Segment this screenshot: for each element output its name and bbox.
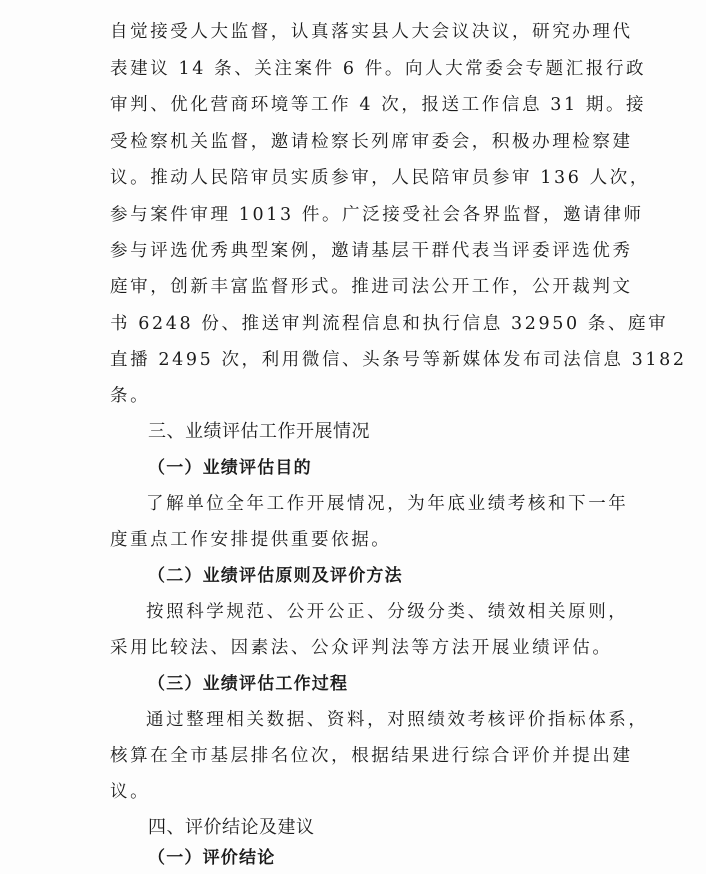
subsection-heading: （二）业绩评估原则及评价方法 — [148, 566, 403, 586]
paragraph-line: 度重点工作安排提供重要依据。 — [110, 530, 392, 550]
subsection-heading: （三）业绩评估工作过程 — [148, 674, 349, 694]
paragraph-line: 采用比较法、因素法、公众评判法等方法开展业绩评估。 — [110, 638, 613, 658]
section-heading-4: 四、评价结论及建议 — [148, 817, 315, 838]
paragraph-line: 按照科学规范、公开公正、分级分类、绩效相关原则， — [146, 602, 629, 622]
paragraph-line: 直播 2495 次，利用微信、头条号等新媒体发布司法信息 3182 — [110, 350, 687, 370]
paragraph-line: 了解单位全年工作开展情况，为年底业绩考核和下一年 — [146, 494, 629, 514]
paragraph-line: 议。推动人民陪审员实质参审，人民陪审员参审 136 人次， — [110, 168, 650, 188]
paragraph-line: 自觉接受人大监督，认真落实县人大会议决议，研究办理代 — [110, 22, 633, 42]
paragraph-line: 书 6248 份、推送审判流程信息和执行信息 32950 条、庭审 — [110, 314, 669, 334]
paragraph-line: 受检察机关监督，邀请检察长列席审委会，积极办理检察建 — [110, 132, 633, 152]
paragraph-line: 议。 — [110, 782, 151, 802]
subsection-heading: （一）评价结论 — [148, 848, 276, 868]
paragraph-line: 通过整理相关数据、资料，对照绩效考核评价指标体系， — [146, 710, 649, 730]
paragraph-line: 参与案件审理 1013 件。广泛接受社会各界监督，邀请律师 — [110, 205, 644, 225]
paragraph-line: 参与评选优秀典型案例，邀请基层干群代表当评委评选优秀 — [110, 241, 633, 261]
paragraph-line: 条。 — [110, 386, 151, 406]
section-heading-3: 三、业绩评估工作开展情况 — [148, 421, 370, 442]
subsection-heading: （一）业绩评估目的 — [148, 458, 312, 478]
paragraph-line: 表建议 14 条、关注案件 6 件。向人大常委会专题汇报行政 — [110, 59, 647, 79]
paragraph-line: 核算在全市基层排名位次，根据结果进行综合评价并提出建 — [110, 746, 633, 766]
paragraph-line: 庭审，创新丰富监督形式。推进司法公开工作，公开裁判文 — [110, 277, 633, 297]
paragraph-line: 审判、优化营商环境等工作 4 次，报送工作信息 31 期。接 — [110, 95, 647, 115]
